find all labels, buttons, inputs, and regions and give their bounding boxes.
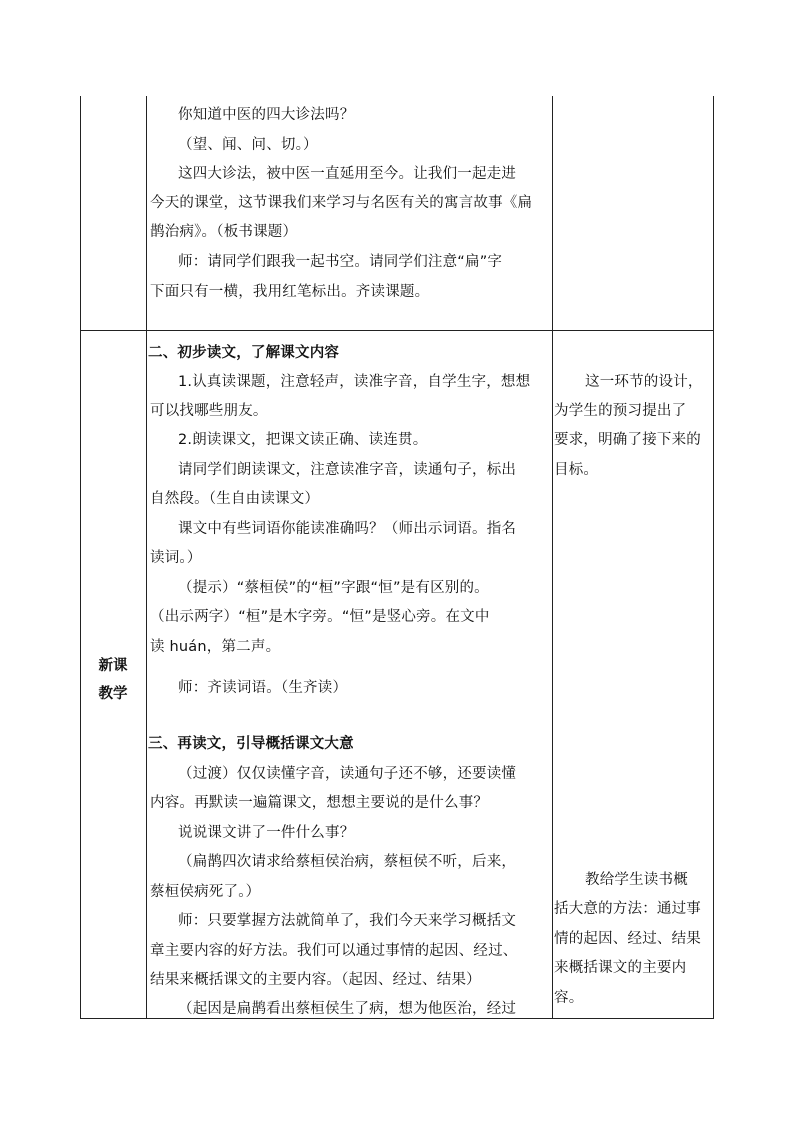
- paragraph-line: 结果来概括课文的主要内容。（起因、经过、结果）: [150, 972, 481, 988]
- row-label-line2: 教学: [98, 686, 128, 702]
- paragraph-line: 你知道中医的四大诊法吗？: [178, 107, 355, 123]
- note-line: 括大意的方法：通过事: [554, 901, 701, 917]
- note-line: 来概括课文的主要内: [554, 960, 687, 976]
- paragraph-line: 读 huán，第二声。: [150, 639, 281, 655]
- note-line: 情的起因、经过、结果: [554, 931, 701, 947]
- note-line: 容。: [554, 990, 584, 1006]
- paragraph-line: 今天的课堂，这节课我们来学习与名医有关的寓言故事《扁: [150, 195, 533, 211]
- paragraph-line: 这四大诊法，被中医一直延用至今。让我们一起走进: [178, 166, 517, 182]
- paragraph-line: （出示两字）“桓”是木字旁。“恒”是竖心旁。在文中: [150, 609, 490, 625]
- paragraph-line: （望、闻、问、切。）: [178, 137, 318, 153]
- paragraph-line: （提示）“蔡桓侯”的“桓”字跟“恒”是有区别的。: [178, 580, 489, 596]
- paragraph-line: 课文中有些词语你能读准确吗？（师出示词语。指名: [178, 521, 517, 537]
- paragraph-line: （过渡）仅仅读懂字音，读通句子还不够，还要读懂: [178, 766, 517, 782]
- note-line: 要求，明确了接下来的: [554, 432, 701, 448]
- paragraph-line: 师：请同学们跟我一起书空。请同学们注意“扁”字: [178, 254, 503, 270]
- paragraph-line: （扁鹊四次请求给蔡桓侯治病，蔡桓侯不听，后来，: [178, 854, 517, 870]
- table-border-right: [713, 96, 714, 1019]
- paragraph-line: 鹊治病》。（板书课题）: [150, 224, 298, 240]
- section-heading: 三、再读文，引导概括课文大意: [148, 736, 354, 752]
- row-label: [80, 652, 146, 708]
- note-line: 目标。: [554, 462, 599, 478]
- table-row-divider: [80, 330, 714, 331]
- table-border-col1: [146, 96, 147, 1019]
- note-line: 教给学生读书概: [585, 872, 688, 888]
- paragraph-line: 1.认真读课题，注意轻声，读准字音，自学生字，想想: [178, 374, 531, 390]
- paragraph-line: 读词。）: [150, 550, 202, 566]
- row-label-line1: 新课: [98, 658, 128, 674]
- paragraph-line: 蔡桓侯病死了。）: [150, 884, 261, 900]
- paragraph-line: 下面只有一横，我用红笔标出。齐读课题。: [150, 284, 430, 300]
- paragraph-line: （起因是扁鹊看出蔡桓侯生了病，想为他医治，经过: [178, 1001, 517, 1017]
- table-border-col2: [552, 96, 553, 1019]
- note-line: 这一环节的设计，: [585, 374, 703, 390]
- paragraph-line: 说说课文讲了一件什么事？: [178, 825, 355, 841]
- note-line: 为学生的预习提出了: [554, 403, 687, 419]
- paragraph-line: 2.朗读课文，把课文读正确、读连贯。: [178, 432, 428, 448]
- paragraph-line: 可以找哪些朋友。: [150, 403, 268, 419]
- paragraph-line: 师：齐读词语。（生齐读）: [178, 680, 348, 696]
- paragraph-line: 内容。再默读一遍篇课文，想想主要说的是什么事？: [150, 795, 489, 811]
- paragraph-line: 请同学们朗读课文，注意读准字音，读通句子，标出: [178, 462, 517, 478]
- paragraph-line: 自然段。（生自由读课文）: [150, 491, 320, 507]
- paragraph-line: 章主要内容的好方法。我们可以通过事情的起因、经过、: [150, 943, 518, 959]
- section-heading: 二、初步读文，了解课文内容: [148, 345, 340, 361]
- table-border-left: [80, 96, 81, 1019]
- paragraph-line: 师：只要掌握方法就简单了，我们今天来学习概括文: [178, 913, 517, 929]
